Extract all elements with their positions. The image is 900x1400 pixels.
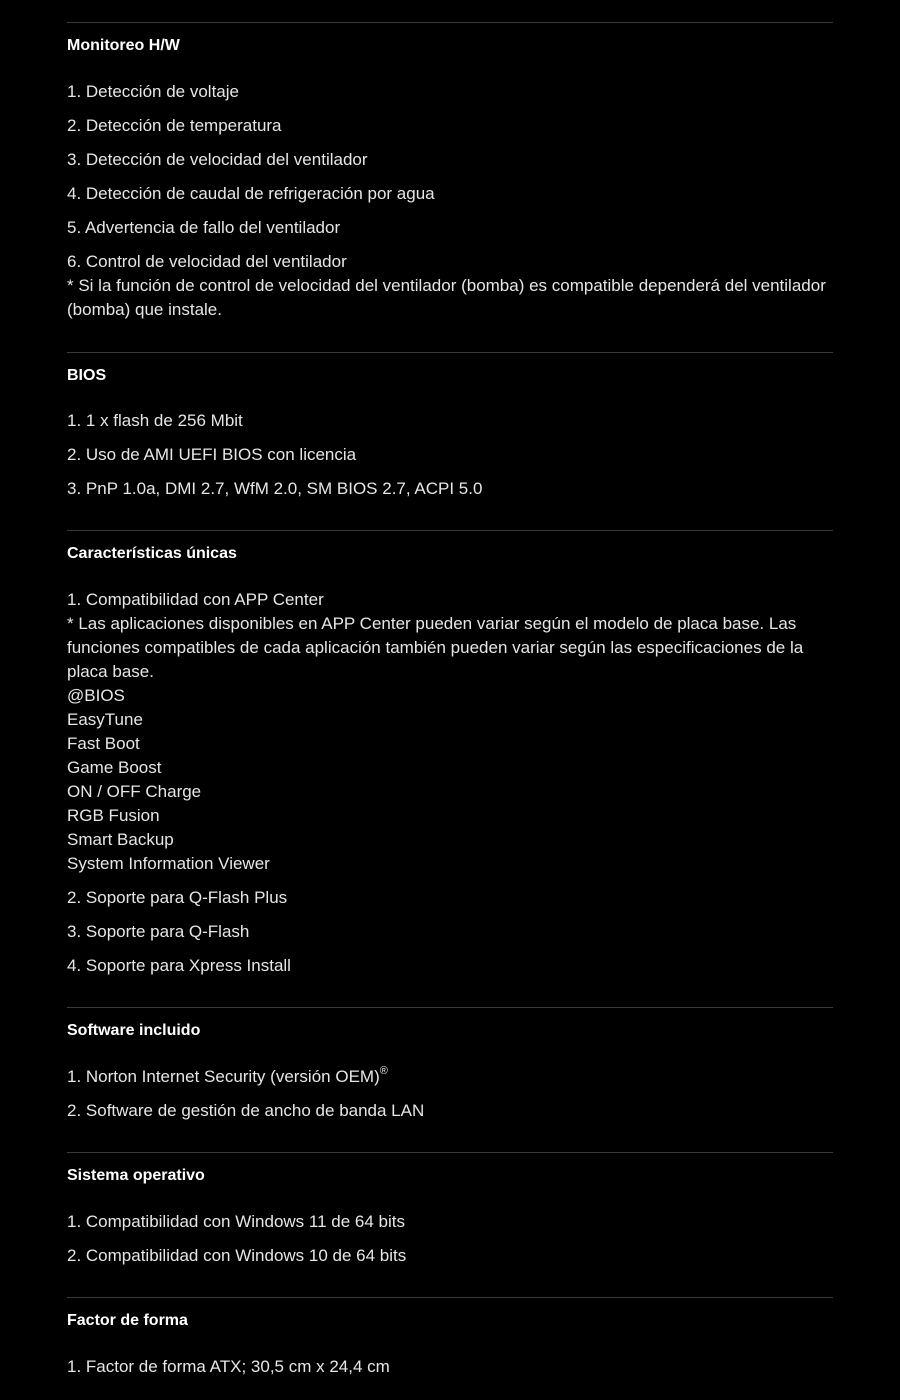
app-name: ON / OFF Charge: [67, 782, 202, 801]
footnote: * Si la función de control de velocidad del ventilador (bomba) es compatible dependerá del ventilador (bomba) que instale.: [67, 276, 826, 319]
list-item: 1. Compatibilidad con APP Center: [67, 590, 324, 609]
list-item: 1. Detección de voltaje: [67, 82, 239, 101]
list-item: 6. Control de velocidad del ventilador: [67, 252, 347, 271]
app-name: Fast Boot: [67, 734, 140, 753]
list-item: 5. Advertencia de fallo del ventilador: [67, 218, 341, 237]
section-form-factor: [67, 1297, 833, 1398]
list-item: 2. Detección de temperatura: [67, 116, 282, 135]
list-item: 3. Detección de velocidad del ventilador: [67, 150, 368, 169]
section-unique-features: [67, 530, 833, 1008]
app-name: System Information Viewer: [67, 854, 270, 873]
list-item: 4. Detección de caudal de refrigeración por agua: [67, 184, 435, 203]
section-operating-system: [67, 1152, 833, 1298]
list-item: 1. Factor de forma ATX; 30,5 cm x 24,4 cm: [67, 1357, 390, 1376]
section-title: Monitoreo H/W: [67, 37, 180, 54]
section-bundled-software: [67, 1007, 833, 1153]
app-name: Smart Backup: [67, 830, 174, 849]
app-name: Game Boost: [67, 758, 162, 777]
section-hw-monitoring: [67, 22, 833, 353]
section-title: Sistema operativo: [67, 1167, 205, 1184]
footnote: * Las aplicaciones disponibles en APP Center pueden variar según el modelo de placa base. Las funciones compatibles de cada aplicación también pueden variar según las especificaciones de la placa base.: [67, 614, 804, 681]
section-title: BIOS: [67, 367, 107, 384]
section-title: Características únicas: [67, 545, 237, 562]
registered-mark: ®: [379, 1065, 388, 1078]
list-item: 2. Soporte para Q-Flash Plus: [67, 888, 288, 907]
list-item-text: 1. Norton Internet Security (versión OEM): [67, 1067, 380, 1086]
app-name: EasyTune: [67, 710, 143, 729]
list-item: 1. 1 x flash de 256 Mbit: [67, 411, 243, 430]
list-item: 2. Software de gestión de ancho de banda LAN: [67, 1101, 425, 1120]
list-item: 3. Soporte para Q-Flash: [67, 922, 250, 941]
app-name: @BIOS: [67, 686, 125, 705]
list-item: 2. Compatibilidad con Windows 10 de 64 bits: [67, 1246, 407, 1265]
list-item: 4. Soporte para Xpress Install: [67, 956, 291, 975]
list-item: 2. Uso de AMI UEFI BIOS con licencia: [67, 445, 357, 464]
section-bios: [67, 352, 833, 531]
app-name: RGB Fusion: [67, 806, 160, 825]
list-item: [67, 1065, 833, 1089]
section-title: Factor de forma: [67, 1312, 188, 1329]
list-item: 3. PnP 1.0a, DMI 2.7, WfM 2.0, SM BIOS 2.7, ACPI 5.0: [67, 479, 483, 498]
list-item: 1. Compatibilidad con Windows 11 de 64 bits: [67, 1212, 405, 1231]
section-title: Software incluido: [67, 1022, 201, 1039]
